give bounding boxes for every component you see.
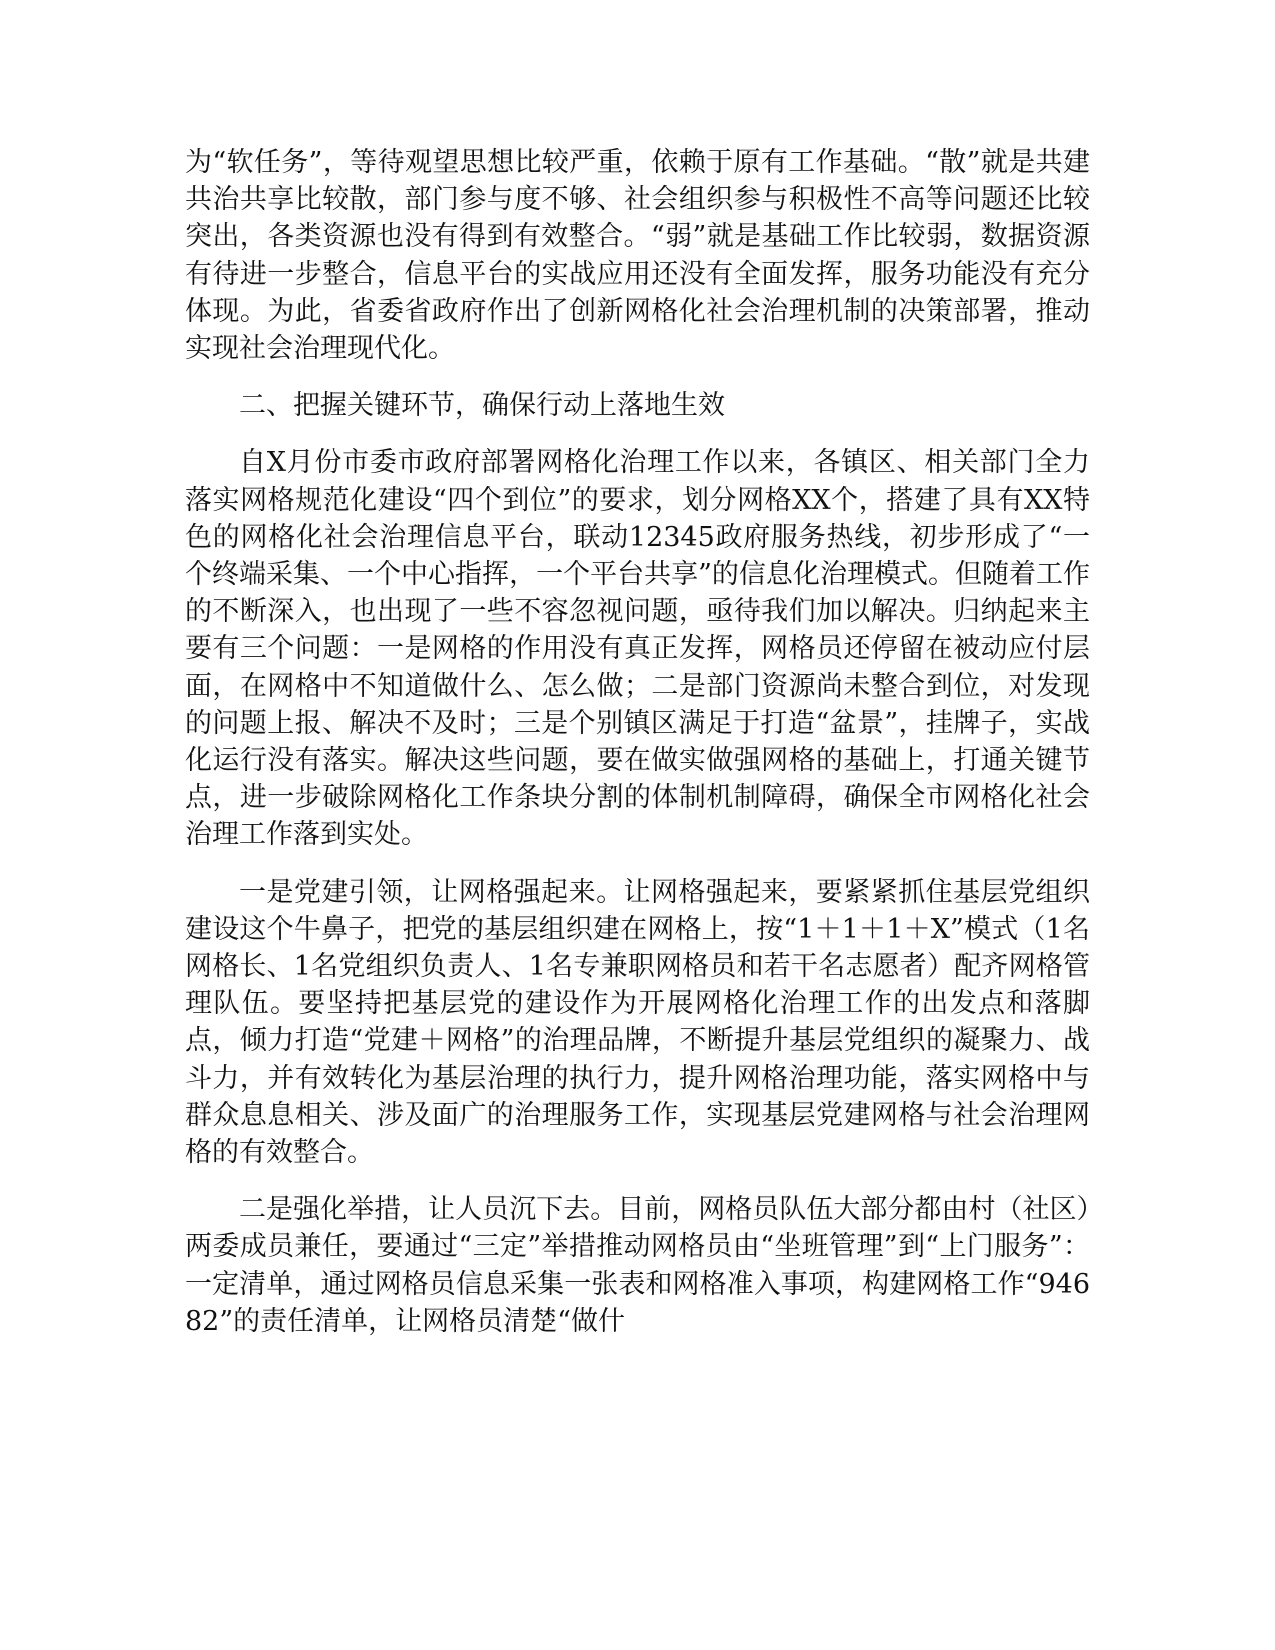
paragraph-continuation: 为“软任务”，等待观望思想比较严重，依赖于原有工作基础。“散”就是共建共治共享比较散，部门参与度不够、社会组织参与积极性不高等问题还比较突出，各类资源也没有得到有效整合。“弱”就是基础工作比较弱，数据资源有待进一步整合，信息平台的实战应用还没有全面发挥，服务功能没有充分体现。为此，省委省政府作出了创新网格化社会治理机制的决策部署，推动实现社会治理现代化。	[185, 147, 1090, 365]
document-body	[185, 144, 1090, 1340]
paragraph-party-building: 一是党建引领，让网格强起来。让网格强起来，要紧紧抓住基层党组织建设这个牛鼻子，把党的基层组织建在网格上，按“1＋1＋1＋X”模式（1名网格长、1名党组织负责人、1名专兼职网格员和若干名志愿者）配齐网格管理队伍。要坚持把基层党的建设作为开展网格化治理工作的出发点和落脚点，倾力打造“党建＋网格”的治理品牌，不断提升基层党组织的凝聚力、战斗力，并有效转化为基层治理的执行力，提升网格治理功能，落实网格中与群众息息相关、涉及面广的治理服务工作，实现基层党建网格与社会治理网格的有效整合。	[185, 876, 1090, 1169]
section-heading: 二、把握关键环节，确保行动上落地生效	[239, 390, 725, 422]
paragraph-body: 自X月份市委市政府部署网格化治理工作以来，各镇区、相关部门全力落实网格规范化建设“四个到位”的要求，划分网格XX个，搭建了具有XX特色的网格化社会治理信息平台，联动12345政府服务热线，初步形成了“一个终端采集、一个中心指挥，一个平台共享”的信息化治理模式。但随着工作的不断深入，也出现了一些不容忽视问题，亟待我们加以解决。归纳起来主要有三个问题：一是网格的作用没有真正发挥，网格员还停留在被动应付层面，在网格中不知道做什么、怎么做；二是部门资源尚未整合到位，对发现的问题上报、解决不及时；三是个别镇区满足于打造“盆景”，挂牌子，实战化运行没有落实。解决这些问题，要在做实做强网格的基础上，打通关键节点，进一步破除网格化工作条块分割的体制机制障碍，确保全市网格化社会治理工作落到实处。	[185, 447, 1090, 851]
paragraph-measures: 二是强化举措，让人员沉下去。目前，网格员队伍大部分都由村（社区）两委成员兼任，要通过“三定”举措推动网格员由“坐班管理”到“上门服务”：一定清单，通过网格员信息采集一张表和网格准入事项，构建网格工作“94682”的责任清单，让网格员清楚“做什	[185, 1194, 1090, 1337]
